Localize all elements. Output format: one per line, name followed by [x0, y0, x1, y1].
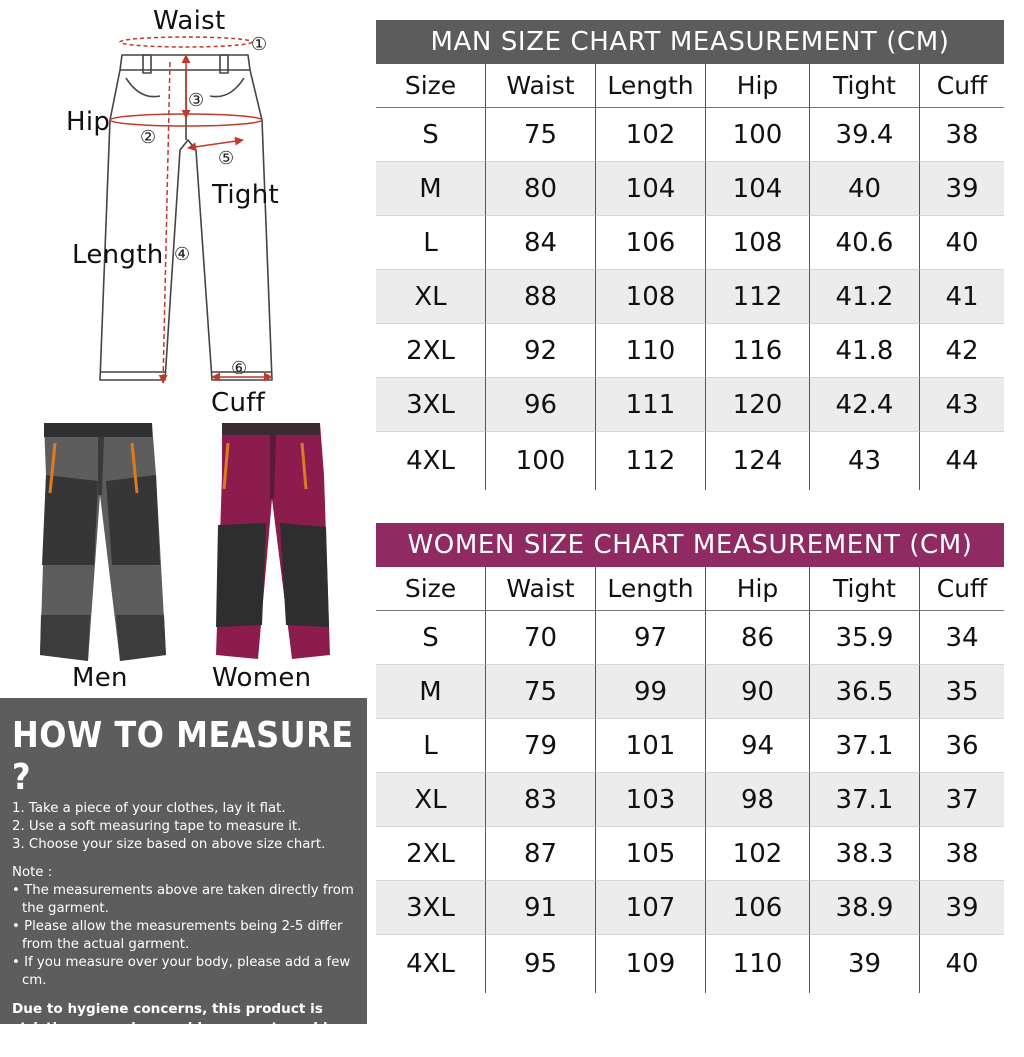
waist-cell: 83 [486, 773, 596, 827]
women-label: Women [212, 663, 312, 693]
length-cell: 109 [596, 935, 706, 993]
hip-cell: 86 [706, 611, 810, 665]
size-cell: 4XL [376, 935, 486, 993]
size-cell: 3XL [376, 378, 486, 432]
size-cell: S [376, 108, 486, 162]
cuff-cell: 39 [920, 162, 1004, 216]
length-cell: 105 [596, 827, 706, 881]
man-size-row [376, 432, 1004, 490]
tight-cell: 35.9 [810, 611, 920, 665]
length-cell: 106 [596, 216, 706, 270]
waist-cell: 75 [486, 665, 596, 719]
women-size-row [376, 665, 1004, 719]
size-cell: 3XL [376, 881, 486, 935]
hip-label: Hip [66, 107, 111, 137]
size-cell: XL [376, 773, 486, 827]
length-cell: 103 [596, 773, 706, 827]
waist-cell: 84 [486, 216, 596, 270]
tight-cell: 37.1 [810, 719, 920, 773]
marker-6: ⑥ [231, 358, 248, 379]
column-header-hip: Hip [706, 567, 810, 611]
note-item-3: • If you measure over your body, please add a few cm. [12, 955, 351, 988]
tight-cell: 38.9 [810, 881, 920, 935]
column-header-cuff: Cuff [920, 64, 1004, 108]
marker-5: ⑤ [218, 148, 235, 169]
man-size-row [376, 216, 1004, 270]
waist-cell: 88 [486, 270, 596, 324]
women-size-row [376, 611, 1004, 665]
tight-cell: 39 [810, 935, 920, 993]
waist-cell: 87 [486, 827, 596, 881]
hygiene-warning: Due to hygiene concerns, this product is strictly non-exchangeable, non-returnable and non-refundable. [12, 1001, 337, 1055]
man-size-row [376, 162, 1004, 216]
pants-measurement-diagram [60, 20, 340, 400]
size-cell: 2XL [376, 324, 486, 378]
cuff-cell: 36 [920, 719, 1004, 773]
hip-cell: 98 [706, 773, 810, 827]
women-size-row [376, 827, 1004, 881]
cuff-cell: 38 [920, 108, 1004, 162]
tight-label: Tight [212, 180, 279, 210]
waist-cell: 100 [486, 432, 596, 490]
note-item-1: • The measurements above are taken directly from the garment. [12, 883, 354, 916]
size-cell: 4XL [376, 432, 486, 490]
women-size-row [376, 881, 1004, 935]
women-size-row [376, 935, 1004, 993]
column-header-size: Size [376, 64, 486, 108]
hip-cell: 94 [706, 719, 810, 773]
cuff-cell: 35 [920, 665, 1004, 719]
note-item-2: • Please allow the measurements being 2-5 differ from the actual garment. [12, 919, 343, 952]
thigh-measure-line [188, 140, 243, 148]
hip-cell: 106 [706, 881, 810, 935]
cuff-cell: 39 [920, 881, 1004, 935]
man-size-chart-rows [376, 108, 1004, 490]
size-cell: S [376, 611, 486, 665]
tight-cell: 40 [810, 162, 920, 216]
hip-cell: 102 [706, 827, 810, 881]
waist-cell: 80 [486, 162, 596, 216]
hip-cell: 108 [706, 216, 810, 270]
marker-3: ③ [188, 90, 205, 111]
column-header-tight: Tight [810, 567, 920, 611]
marker-1: ① [251, 34, 268, 55]
man-size-row [376, 108, 1004, 162]
column-header-length: Length [596, 567, 706, 611]
cuff-label: Cuff [211, 388, 266, 418]
length-cell: 101 [596, 719, 706, 773]
length-cell: 97 [596, 611, 706, 665]
hip-cell: 124 [706, 432, 810, 490]
tight-cell: 39.4 [810, 108, 920, 162]
marker-4: ④ [174, 244, 191, 265]
length-label: Length [72, 240, 164, 270]
size-cell: M [376, 162, 486, 216]
women-size-chart-header-row [376, 567, 1004, 611]
waist-cell: 92 [486, 324, 596, 378]
measure-step-2: 2. Use a soft measuring tape to measure it. [12, 819, 302, 834]
waist-cell: 95 [486, 935, 596, 993]
column-header-waist: Waist [486, 64, 596, 108]
size-cell: 2XL [376, 827, 486, 881]
length-cell: 111 [596, 378, 706, 432]
tight-cell: 42.4 [810, 378, 920, 432]
hip-cell: 100 [706, 108, 810, 162]
waist-cell: 75 [486, 108, 596, 162]
cuff-cell: 38 [920, 827, 1004, 881]
women-size-chart [376, 523, 1004, 993]
note-title: Note : [12, 865, 53, 880]
hip-cell: 116 [706, 324, 810, 378]
waist-label: Waist [153, 6, 226, 36]
man-size-chart-header-row [376, 64, 1004, 108]
women-pants-image [208, 415, 338, 665]
hip-cell: 110 [706, 935, 810, 993]
how-to-measure-panel [0, 698, 367, 1055]
tight-cell: 37.1 [810, 773, 920, 827]
length-cell: 112 [596, 432, 706, 490]
cuff-cell: 40 [945, 949, 979, 979]
marker-2: ② [140, 127, 157, 148]
size-cell: M [376, 665, 486, 719]
women-size-row [376, 773, 1004, 827]
length-cell: 99 [596, 665, 706, 719]
cuff-cell: 43 [920, 378, 1004, 432]
hip-cell: 120 [706, 378, 810, 432]
hip-cell: 104 [706, 162, 810, 216]
man-size-chart [376, 20, 1004, 490]
cuff-cell: 34 [920, 611, 1004, 665]
hip-cell: 112 [706, 270, 810, 324]
cuff-cell: 41 [920, 270, 1004, 324]
tight-cell: 36.5 [810, 665, 920, 719]
cuff-cell: 40 [920, 216, 1004, 270]
cuff-cell: 42 [920, 324, 1004, 378]
measure-step-1: 1. Take a piece of your clothes, lay it flat. [12, 801, 286, 816]
size-cell: L [376, 719, 486, 773]
column-header-tight: Tight [810, 64, 920, 108]
waist-measure-line [120, 37, 252, 47]
length-cell: 108 [596, 270, 706, 324]
women-size-chart-rows [376, 611, 1004, 993]
tight-cell: 43 [810, 432, 920, 490]
waist-cell: 96 [486, 378, 596, 432]
length-cell: 110 [596, 324, 706, 378]
waist-cell: 91 [486, 881, 596, 935]
column-header-hip: Hip [706, 64, 810, 108]
length-cell: 102 [596, 108, 706, 162]
measure-step-3: 3. Choose your size based on above size chart. [12, 837, 326, 852]
size-cell: L [376, 216, 486, 270]
tight-cell: 38.3 [810, 827, 920, 881]
man-size-chart-title: MAN SIZE CHART MEASUREMENT (CM) [376, 20, 1004, 64]
cuff-cell: 44 [945, 446, 979, 476]
length-cell: 107 [596, 881, 706, 935]
column-header-waist: Waist [486, 567, 596, 611]
cuff-cell: 37 [920, 773, 1004, 827]
man-size-row [376, 270, 1004, 324]
men-label: Men [72, 663, 128, 693]
tight-cell: 41.8 [810, 324, 920, 378]
size-cell: XL [376, 270, 486, 324]
tight-cell: 41.2 [810, 270, 920, 324]
women-size-row [376, 719, 1004, 773]
hip-cell: 90 [706, 665, 810, 719]
length-cell: 104 [596, 162, 706, 216]
tight-cell: 40.6 [810, 216, 920, 270]
man-size-row [376, 378, 1004, 432]
waist-cell: 79 [486, 719, 596, 773]
men-pants-image [28, 415, 176, 670]
length-measure-line [163, 62, 170, 383]
waist-cell: 70 [486, 611, 596, 665]
column-header-cuff: Cuff [920, 567, 1004, 611]
how-to-measure-title: HOW TO MEASURE ? [12, 714, 354, 798]
women-size-chart-title: WOMEN SIZE CHART MEASUREMENT (CM) [376, 523, 1004, 567]
column-header-size: Size [376, 567, 486, 611]
man-size-row [376, 324, 1004, 378]
column-header-length: Length [596, 64, 706, 108]
